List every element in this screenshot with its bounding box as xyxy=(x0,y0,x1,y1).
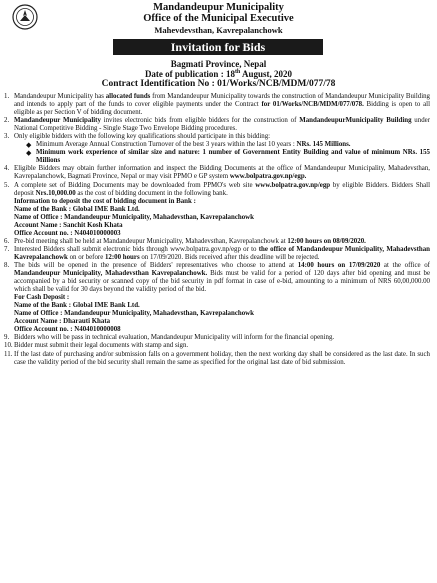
clause-number: 9. xyxy=(4,334,10,342)
text-run: A complete set of Bidding Documents may be downloaded from PPMO's web site xyxy=(14,181,256,189)
clause-number: 11. xyxy=(4,350,13,358)
clause-text: Bidders who will be pass in technical evaluation, Mandandeupur Municipality will inform for the financial opening. xyxy=(14,334,335,342)
bank-office: Name of Office : Mandandeupur Municipality, Mahadevsthan, Kavrepalanchowk xyxy=(14,310,254,318)
clause-text xyxy=(14,246,430,262)
bold-run: for 01/Works/NCB/MDM/077/078. xyxy=(261,101,364,109)
bullet-text xyxy=(36,141,430,149)
clause-number: 1. xyxy=(4,93,10,100)
text-run: on 17/09/2020. Bids received after this deadline will be rejected. xyxy=(139,253,320,261)
bank-heading: For Cash Deposit : xyxy=(14,294,70,302)
clause-number: 6. xyxy=(4,237,10,245)
clause-text: Bidder must submit their legal documents with stamp and sign. xyxy=(14,342,189,350)
clause-number: 5. xyxy=(4,181,10,189)
clause-text xyxy=(14,182,430,198)
bank-heading: Information to deposit the cost of bidding document in Bank : xyxy=(14,197,196,205)
text-run: Bids must be valid for a period of 120 days after bid opening and must be accompanied by a bid security or scanned copy of the bid security in pdf format in case of e-bid, amounting to a minimum of NRS 60,00,000.00 which shall be valid for 30 days beyond the validity period of the bid. xyxy=(14,270,430,294)
clause-text xyxy=(14,165,430,181)
clause-number: 8. xyxy=(4,261,10,269)
text-run: from Mandandeupur Municipality towards the construction of Mandandeupur Municipality Building and intends to apply part of the funds to cover eligible payments under the Contract xyxy=(14,93,430,109)
clause-3 xyxy=(4,133,430,141)
bold-run: Mandandeupur Municipality xyxy=(14,117,101,125)
contract-id: Contract Identification No : 01/Works/NCB/MDM/077/78 xyxy=(101,79,336,89)
bold-run: 12:00 hours on 08/09/2020. xyxy=(287,237,366,245)
clause-8 xyxy=(4,262,430,294)
text-run: on or before xyxy=(67,253,105,261)
bold-run: www.bolpatra.gov.np/egp. xyxy=(229,173,307,181)
bold-run: Mandandeupur Municipality, Mahadevsthan Kavrepalanchowk. xyxy=(14,270,208,278)
bold-run: allocated funds xyxy=(105,93,151,100)
bold-run: Nrs.10,000.00 xyxy=(35,189,76,197)
clause-number: 3. xyxy=(4,133,10,141)
clause-text xyxy=(14,262,430,294)
text-run: under National Competitive Bidding - Single Stage Two Envelope Bidding procedures. xyxy=(14,117,430,133)
text-run: at the office of xyxy=(380,261,430,269)
text-run: by eligible Bidders. Bidders Shall deposit xyxy=(14,181,430,197)
text-run: The bids will be opened in the presence of Bidders' representatives who choose to attend at xyxy=(14,261,298,269)
bank2-details xyxy=(4,294,430,334)
bold-run: the office of Mandandeupur Municipality, Mahadevsthan Kavrepalanchowk xyxy=(14,245,431,261)
clause-1 xyxy=(4,93,430,117)
text-run: as the cost of bidding document in the following bank. xyxy=(75,189,228,197)
text-run: Minimum Average Annual Construction Turnover of the best 3 years within the last 10 years : xyxy=(36,141,297,149)
bank-account: Account Name : Dharauti Khata xyxy=(14,318,111,326)
text-run: Mandandeupur Municipality has xyxy=(14,93,106,100)
org-name: Mandandeupur Municipality xyxy=(153,2,284,13)
text-run: Only eligible bidders with the following key qualifications should participate in this bidding: xyxy=(14,133,271,141)
bank-account: Account Name : Sanchit Kosh Khata xyxy=(14,221,123,229)
clause-10 xyxy=(4,342,430,350)
notice-body xyxy=(4,93,430,367)
clause-text xyxy=(14,93,430,117)
clause-number: 10. xyxy=(4,342,13,350)
text-run: Eligible Bidders may obtain further information and inspect the Bidding Documents at the office of Mandandeupur Municipality, Mahadevsthan, Kavrepalanchowk, Bagmati Province, Nepal or may visit PPMO e GP system xyxy=(14,165,430,181)
publication-date: Date of publication : 18th August, 2020 xyxy=(144,69,293,79)
bold-run: MandandeupurMunicipality Building xyxy=(299,117,412,125)
bank-number: Office Account no. : N404010000008 xyxy=(14,326,121,334)
clause-text: If the last date of purchasing and/or submission falls on a government holiday, then the next working day shall be considered as the last date. In such case the validity period of the bid security shall remain the same as specified for the original last date of bid submission. xyxy=(14,350,430,366)
clause-2 xyxy=(4,117,430,133)
bank-number: Office Account no. : N404010000003 xyxy=(14,229,121,237)
clause-number: 2. xyxy=(4,117,10,125)
clause-5 xyxy=(4,182,430,198)
clause-text xyxy=(14,133,430,141)
clause-6 xyxy=(4,238,430,246)
clause-number: 7. xyxy=(4,245,10,253)
bold-run: Minimum work experience of similar size and nature: 1 number of Government Entity Building and value of minimum NRs. 155 Millions xyxy=(36,149,430,165)
office-address: Mahevdevsthan, Kavrepalanchowk xyxy=(154,25,283,35)
office-name: Office of the Municipal Executive xyxy=(143,13,294,24)
qualification-bullet xyxy=(4,149,430,165)
bullet-text xyxy=(36,149,430,165)
bold-run: NRs. 145 Millions. xyxy=(296,141,351,149)
qualification-bullet xyxy=(4,141,430,149)
bold-run: 12:00 hours xyxy=(104,253,140,261)
clause-11 xyxy=(4,351,430,367)
bold-run: www.bolpatra.gov.np/egp xyxy=(255,181,331,189)
clause-9 xyxy=(4,334,430,342)
bank-name: Name of the Bank : Global IME Bank Ltd. xyxy=(14,205,140,213)
clause-4 xyxy=(4,165,430,181)
clause-7 xyxy=(4,246,430,262)
bullet-icon: ◆ xyxy=(26,141,32,150)
clause-text xyxy=(14,117,430,133)
bank-office: Name of Office : Mandandeupur Municipality, Mahadevsthan, Kavrepalanchowk xyxy=(14,213,254,221)
bold-run: 14:00 hours on 17/09/2020 xyxy=(297,261,381,269)
bank-name: Name of the Bank : Global IME Bank Ltd. xyxy=(14,302,140,310)
text-run: Bidding is open to all eligible as per Section V of bidding document. xyxy=(14,101,430,117)
notice-banner: Invitation for Bids xyxy=(113,39,323,55)
clause-text xyxy=(14,238,430,246)
text-run: Pre-bid meeting shall be held at Mandandeupur Municipality, Mahadevsthan, Kavrepalanchowk at xyxy=(14,237,288,245)
text-run: invites electronic bids from eligible bidders for the construction of xyxy=(100,117,300,125)
clause-number: 4. xyxy=(4,165,10,173)
bullet-icon: ◆ xyxy=(26,149,32,158)
province: Bagmati Province, Nepal xyxy=(170,59,267,69)
bank1-details xyxy=(4,198,430,238)
text-run: Interested Bidders shall submit electronic bids through www.bolpatra.gov.np/egp or to xyxy=(14,245,259,253)
